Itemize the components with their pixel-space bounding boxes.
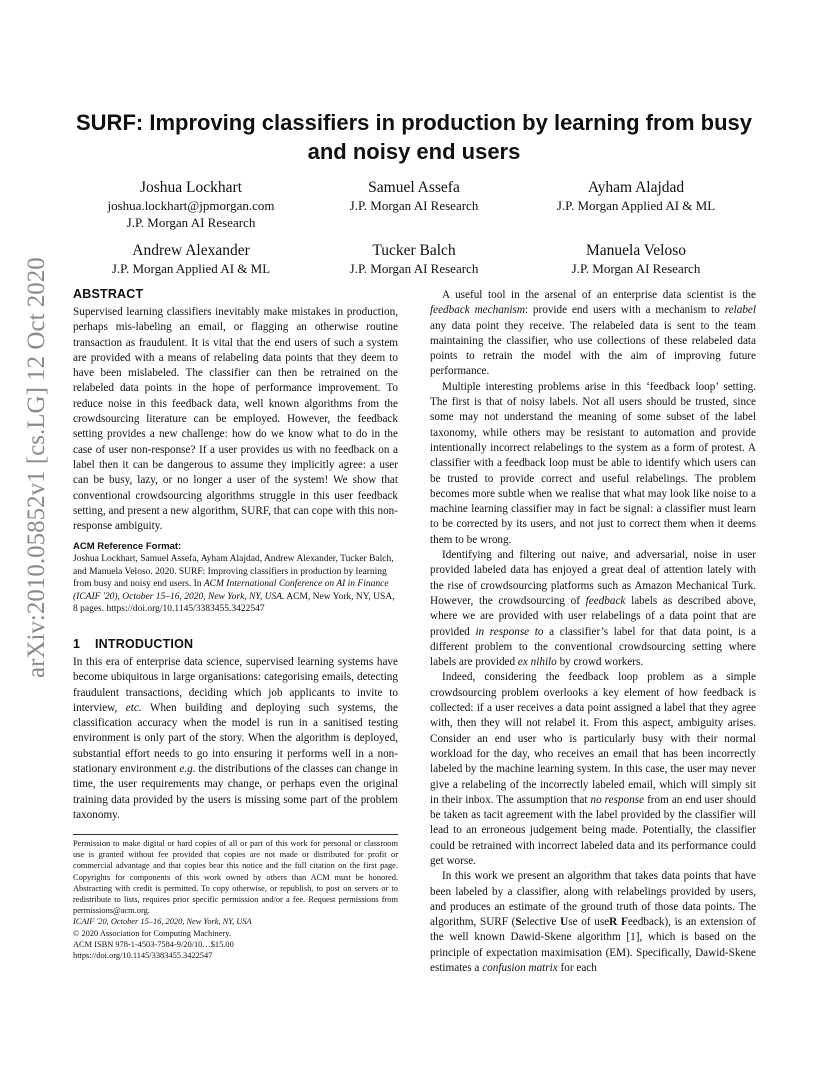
paragraph [430,548,756,670]
emphasis: e.g. [179,763,196,776]
text-run: A useful tool in the arsenal of an enterprise data scientist is the [442,289,756,301]
author-affiliation: J.P. Morgan AI Research [571,261,701,276]
paragraph [430,670,756,869]
permission-notice: Permission to make digital or hard copies of all or part of this work for personal or classroom use is granted without fee provided that copies are not made or distributed for profit or commercial advantage and that copies bear this notice and the full citation on the first page. Copyrights for components of this work owned by others than ACM must be honored. Abstracting with credit is permitted. To copy otherwise, or republish, to post on servers or to redistribute to lists, requires prior specific permission and/or a fee. Request permissions from permissions@acm.org. [73,839,398,916]
text-run: Indeed, considering the feedback loop problem as a simple crowdsourcing problem overlooks a key element of how feedback is collected: if a user receives a data point assigned a label that they agree with, then they will not relabel it. From this aspect, ambiguity arises. Consider an end user who is particularly busy with their normal workload for the day, who receives an email that has been incorrectly labeled by the machine learning system. In this case, the user may never give a relabeling of the incorrectly labeled email, which will simply sit in their inbox. The assumption that [430,671,756,806]
conference-text: ICAIF '20, October 15–16, 2020, New York, NY, USA [73,917,252,927]
emphasis: in response to [475,625,544,638]
title-line-1: SURF: Improving classifiers in production by learning from busy [76,110,752,135]
emphasis: etc. [125,701,142,714]
author-name: Joshua Lockhart [139,179,242,196]
author-affiliation: J.P. Morgan Applied AI & ML [111,261,271,276]
author-affiliation: J.P. Morgan AI Research [349,261,479,276]
bold-letter: S [515,916,522,929]
introduction-paragraph [73,655,398,823]
abstract-heading: ABSTRACT [73,287,144,301]
author-block [71,178,311,231]
text-run: by crowd workers. [559,656,644,669]
text-run: se of use [568,916,610,929]
text-run: In this work we present an algorithm that takes data points that have been labeled by a classifier, along with relabelings provided by users, and produces an estimate of the ground truth of those data points. The algorithm, SURF ( [430,870,756,929]
copyright-line: © 2020 Association for Computing Machinery. [73,928,231,938]
author-affiliation: J.P. Morgan AI Research [126,214,256,230]
acm-reference-doi-link[interactable]: ACM, New York, NY, USA, 8 pages. https://doi.org/10.1145/3383455.3422547 [73,591,395,615]
bold-letter: F [620,916,628,929]
text-run: from an end user should be taken as tacit agreement with the label provided by the classifier will lead to an erroneous judgement being made. Potentially, the classifier could be retrained with incorrect labeled data and its performance could get worse. [430,793,757,867]
emphasis: feedback [585,594,626,607]
copyright-footnote [73,838,398,961]
introduction-section [73,636,398,823]
page-title [60,108,768,166]
text-run: When building and deploying such systems, the classification accuracy when the model is run in a sanitised testing environment is only part of the story. When the algorithm is deployed, substantial effort needs to go into ensuring it performs well in a non-stationary environment [73,701,398,776]
text-run: Identifying and filtering out naive, and adversarial, noise in user provided labeled data has enjoyed a great deal of attention lately with the rise of crowdsourcing platforms such as Amazon Mechanical Turk. However, the crowdsourcing of [430,549,756,607]
paragraph [430,288,756,380]
author-block [516,241,756,278]
emphasis: no response [590,793,645,806]
arxiv-identifier: arXiv:2010.05852v1 [cs.LG] 12 Oct 2020 [23,257,50,678]
text-run: labels as described above, where we are provided with user relabelings of a data point that are provided [430,594,757,638]
author-block [71,241,311,278]
title-line-2: and noisy end users [307,139,521,164]
text-run: eedback), is an extension of the well known Dawid-Skene algorithm [1], which is based on the principle of expectation maximisation (EM). Specifically, Dawid-Skene estimates a [430,916,756,975]
text-run: : provide end users with a mechanism to [524,304,720,317]
author-name: Manuela Veloso [585,242,687,259]
doi-link[interactable]: https://doi.org/10.1145/3383455.3422547 [73,951,213,961]
paragraph [430,869,756,976]
left-column [73,286,398,616]
acm-reference-text [73,553,398,616]
emphasis: relabel [724,304,757,317]
emphasis: feedback mechanism [430,304,525,317]
abstract-text: Supervised learning classifiers inevitably make mistakes in production, perhaps mis-labeling an email, or flagging an otherwise routine transaction as fraudulent. It is vital that the end users of such a system are provided with a means of relabeling data points that they deem to have been mislabeled. The classifier can then be retrained on the relabeled data points in the hope of performance improvement. To reduce noise in this feedback data, well known algorithms from the crowdsourcing literature can be employed. However, the feedback setting provides a new challenge: how do we know what to do in the case of user non-response? If a user provides us with no feedback on a label then it can be dangerous to assume they implicitly agree: a user can be busy, lazy, or no longer a user of the system! We show that conventional crowdsourcing algorithms struggle in this user feedback setting, and present a new algorithm, SURF, that can cope with this non-response ambiguity. [73,306,398,533]
bold-letter: U [560,916,569,929]
introduction-heading [73,636,398,653]
emphasis: ex nihilo [517,656,557,669]
text-run: any data point they receive. The relabeled data is sent to the team maintaining the classifier, who use collections of these relabeled data points to retrain the model with the aim of improving future performance. [430,319,756,378]
bold-letter: R [609,916,618,929]
text-run: a classifier’s label for that data point, is a different problem to the conventional crowdsourcing setting where labels are provided [430,625,757,669]
emphasis: confusion matrix [482,962,558,975]
text-run: the distributions of the classes can change in time, the user requirements may change, or perhaps even the original training data provided by the users is missing some part of the problem taxonomy. [73,763,398,821]
acm-reference-heading: ACM Reference Format: [73,541,182,553]
footnote-divider [73,834,398,835]
author-block [294,241,534,278]
paragraph: Multiple interesting problems arise in this ‘feedback loop’ setting. The first is that of noisy labels. Not all users should be trusted, since some may not understand the meaning of some subset of the label taxonomy, while others may be resistant to automation and provide intentionally incorrect relabelings to the system as a form of protest. A classifier with a feedback loop must be able to identify which users can be trusted to provide correct and useful relabelings. The problem becomes more subtle when we realise that what may look like noise to a machine learning classifier may in fact be signal: a classifier must learn to be corrected by its users, and not just to correct them when it deems them to be wrong. [430,380,756,546]
author-affiliation: J.P. Morgan Applied AI & ML [556,198,716,213]
text-run: for each [560,962,597,975]
isbn-line: ACM ISBN 978-1-4503-7584-9/20/10…$15.00 [73,939,234,949]
author-block [294,178,534,215]
section-number: 1 [73,637,81,651]
section-title: INTRODUCTION [95,637,194,651]
author-email: joshua.lockhart@jpmorgan.com [107,198,275,213]
author-affiliation: J.P. Morgan AI Research [349,198,479,213]
author-name: Samuel Assefa [368,179,460,196]
acm-reference-authors: Joshua Lockhart, Samuel Assefa, Ayham Alajdad, Andrew Alexander, Tucker Balch, and Manuela Veloso. 2020. SURF: Improving classifiers in production by learning from busy and noisy end users. In [73,554,394,590]
text-run: In this era of enterprise data science, supervised learning systems have become ubiquitous in large organisations: categorising emails, detecting fraudulent transactions, deciding which job applicants to invite to interview, [73,656,398,714]
text-run: elective [521,916,561,929]
author-name: Andrew Alexander [132,242,250,259]
right-column [430,288,756,976]
author-name: Ayham Alajdad [587,179,685,196]
acm-reference-venue: ACM International Conference on AI in Finance (ICAIF '20), October 15–16, 2020, New York, NY, USA. [73,579,389,602]
author-name: Tucker Balch [372,242,456,259]
author-block [516,178,756,215]
conference-line [73,916,398,927]
